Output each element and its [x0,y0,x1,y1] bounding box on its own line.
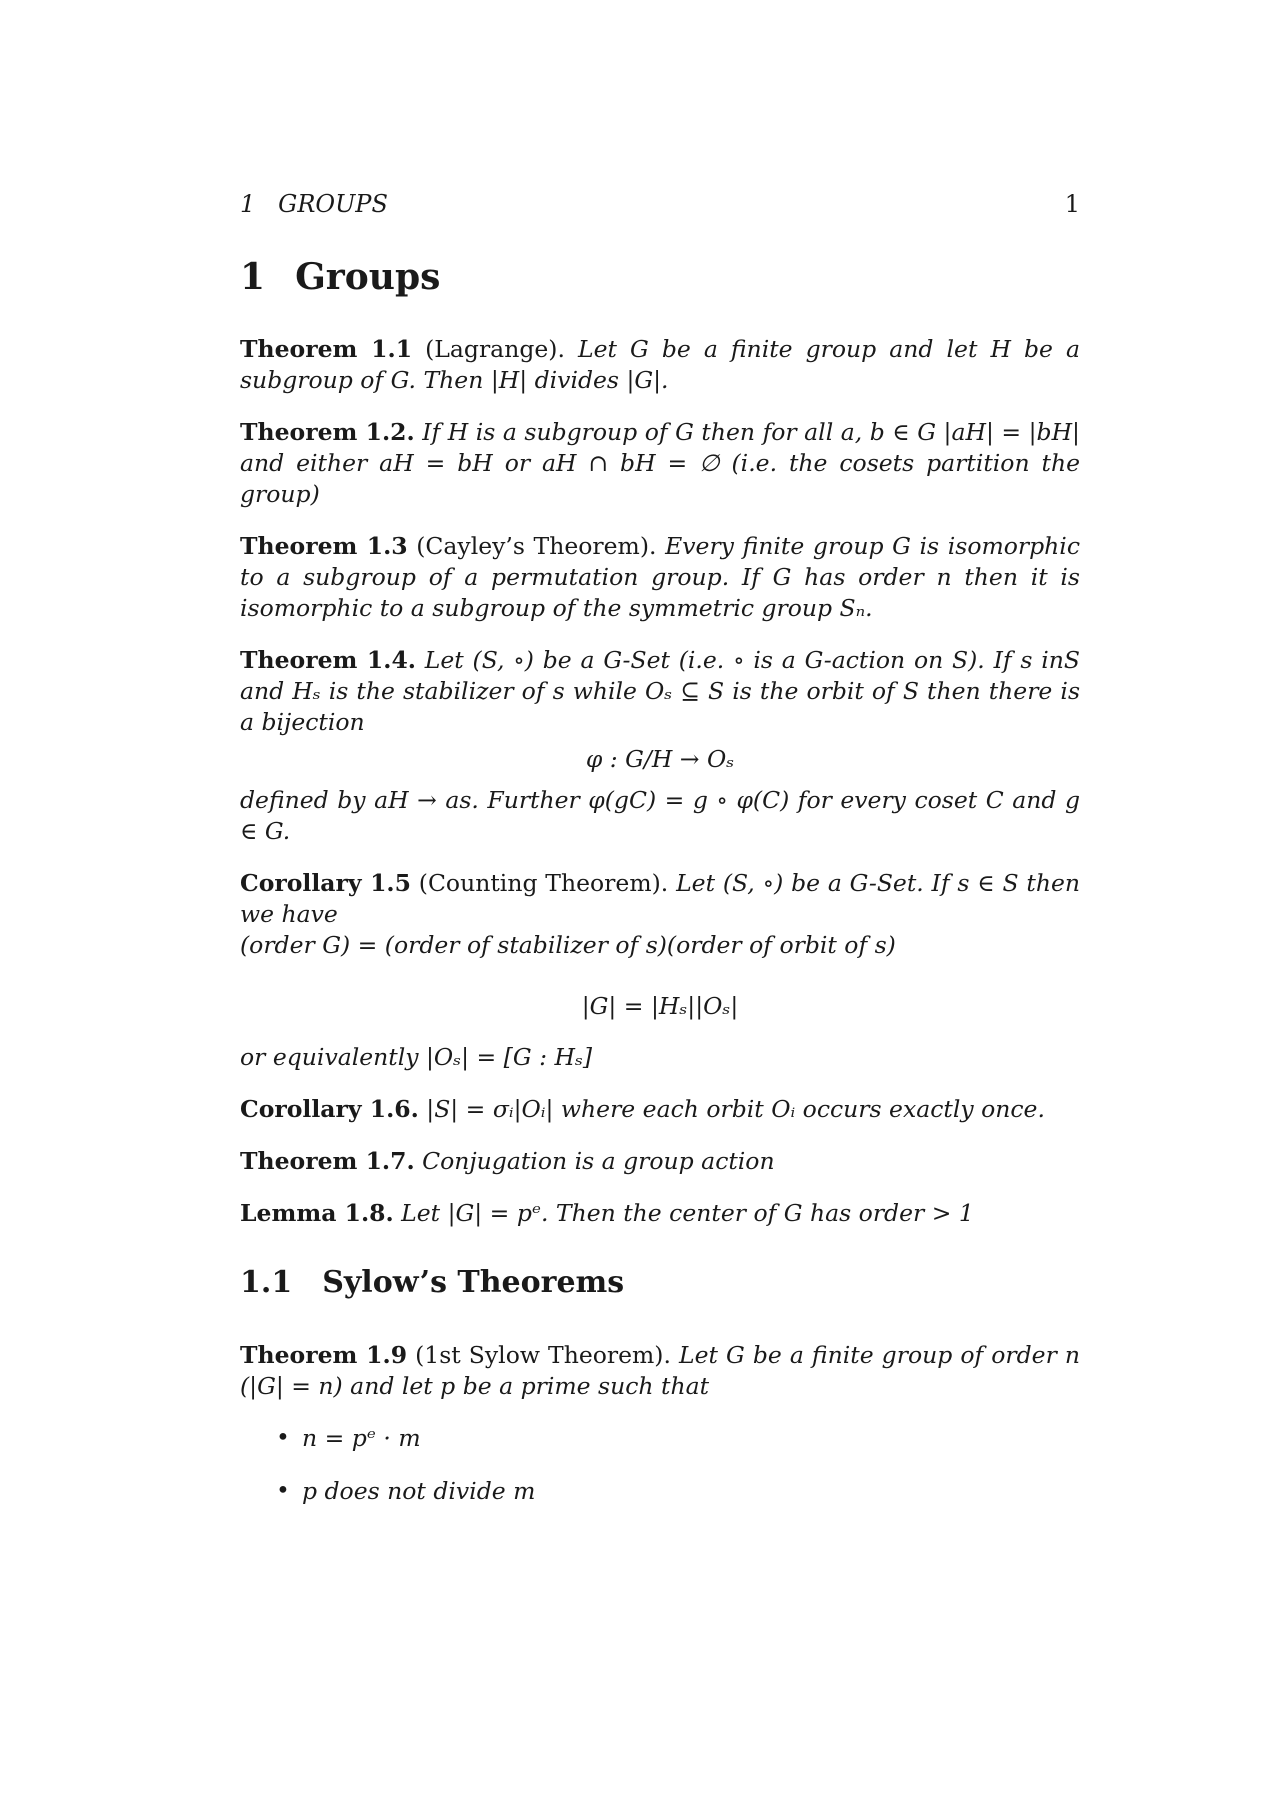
subsection-heading [240,1265,1080,1300]
section-heading [240,256,1080,298]
running-header-section: 1 GROUPS [240,190,388,218]
theorem-label: Theorem 1.9 [240,1341,408,1369]
theorem-body: If H is a subgroup of G then for all a, b ∈ G |aH| = |bH| and either aH = bH or aH ∩ bH = ∅ (i.e. the cosets partition the group) [240,418,1080,508]
section-number: 1 [240,256,266,298]
corollary-statement: (order G) = (order of stabilizer of s)(order of orbit of s) [240,931,896,959]
theorem-body: Every finite group G is isomorphic to a subgroup of a permutation group. If G has order n then it is isomorphic to a subgroup of the symmetric group Sₙ. [240,532,1080,622]
page [240,190,1080,1529]
theorem-continuation: defined by aH → as. Further φ(gC) = g ∘ φ(C) for every coset C and g ∈ G. [240,786,1080,845]
section-title: Groups [295,256,441,298]
condition-list [240,1423,1080,1507]
theorem-1-7 [240,1146,1080,1177]
list-item-text: n = pᵉ · m [302,1424,421,1452]
theorem-label: Theorem 1.3 [240,532,408,560]
corollary-attribution: (Counting Theorem). [410,869,669,897]
theorem-body: Let G be a finite group and let H be a subgroup of G. Then |H| divides |G|. [240,335,1081,394]
theorem-attribution: (Cayley’s Theorem). [407,532,657,560]
theorem-attribution: (Lagrange). [412,335,565,363]
corollary-body: |S| = σᵢ|Oᵢ| where each orbit Oᵢ occurs exactly once. [418,1095,1045,1123]
list-item [240,1476,1080,1507]
list-item-text: p does not divide m [302,1477,536,1505]
lemma-1-8 [240,1198,1080,1229]
corollary-1-6 [240,1094,1080,1125]
lemma-body: Let |G| = pᵉ. Then the center of G has order > 1 [393,1199,974,1227]
display-equation: φ : G/H → Oₛ [585,745,735,773]
bullet-icon: • [276,1476,290,1504]
theorem-body: Let (S, ∘) be a G-Set (i.e. ∘ is a G-action on S). If s inS and Hₛ is the stabilizer of s while Oₛ ⊆ S is the orbit of S then there is a bijection [240,646,1080,736]
theorem-1-2 [240,417,1080,510]
corollary-1-5 [240,868,1080,1073]
theorem-1-9 [240,1340,1080,1402]
corollary-continuation: or equivalently |Oₛ| = [G : Hₛ] [240,1043,593,1071]
theorem-1-1 [240,334,1080,396]
page-number: 1 [1064,190,1080,218]
theorem-label: Theorem 1.1 [240,335,413,363]
corollary-label: Corollary 1.5 [240,869,411,897]
bullet-icon: • [276,1423,290,1451]
corollary-body: Let (S, ∘) be a G-Set. If s ∈ S then we have [240,869,1080,928]
lemma-label: Lemma 1.8. [240,1199,394,1227]
running-header [240,190,1080,218]
theorem-label: Theorem 1.2. [240,418,415,446]
display-equation: |G| = |Hₛ||Oₛ| [581,992,739,1020]
theorem-label: Theorem 1.4. [240,646,416,674]
corollary-label: Corollary 1.6. [240,1095,419,1123]
theorem-label: Theorem 1.7. [240,1147,415,1175]
theorem-body: Let G be a finite group of order n (|G| = n) and let p be a prime such that [240,1341,1080,1400]
subsection-number: 1.1 [240,1265,293,1300]
list-item [240,1423,1080,1454]
theorem-1-4 [240,645,1080,847]
theorem-1-3 [240,531,1080,624]
subsection-title: Sylow’s Theorems [322,1265,625,1300]
theorem-body: Conjugation is a group action [414,1147,775,1175]
theorem-attribution: (1st Sylow Theorem). [407,1341,671,1369]
